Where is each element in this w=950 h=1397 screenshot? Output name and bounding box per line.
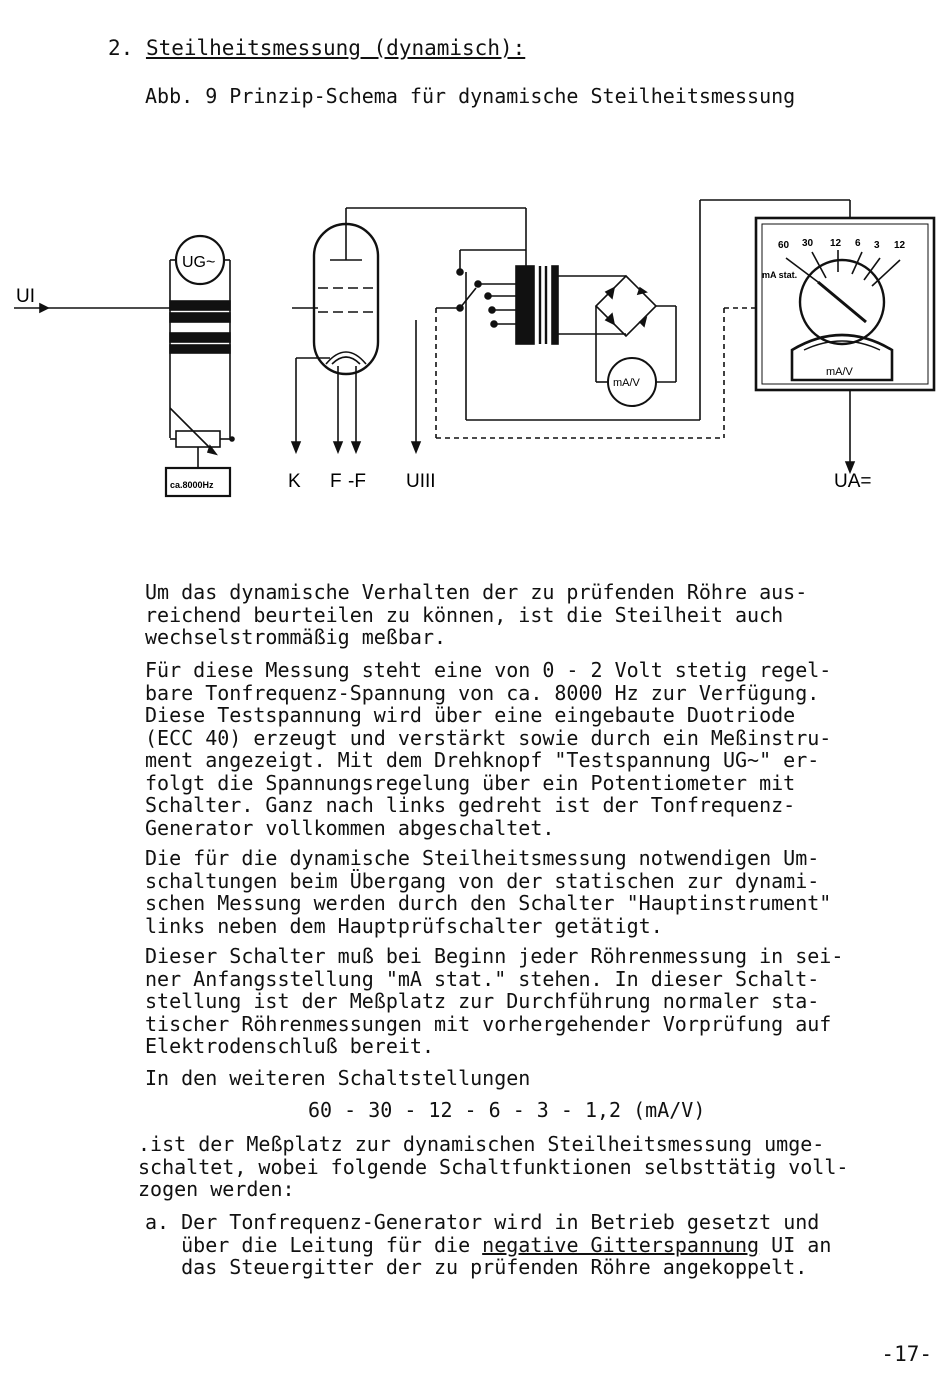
text-line: (ECC 40) erzeugt und verstärkt sowie durch ein Meßinstru- bbox=[145, 725, 832, 750]
section-heading bbox=[108, 36, 525, 60]
switch-transformer bbox=[436, 200, 850, 438]
text-line: ner Anfangsstellung "mA stat." stehen. In dieser Schalt- bbox=[145, 966, 820, 991]
text-line: Der Tonfrequenz-Generator wird in Betrieb gesetzt und bbox=[181, 1210, 820, 1234]
text-line: Um das dynamische Verhalten der zu prüfenden Röhre aus- bbox=[145, 580, 808, 604]
text-line: ment angezeigt. Mit dem Drehknopf "Testspannung UG~" er- bbox=[145, 748, 820, 772]
scale-tick: 3 bbox=[874, 240, 880, 251]
range-line: 60 - 30 - 12 - 6 - 3 - 1,2 (mA/V) bbox=[308, 1098, 706, 1122]
paragraph-5 bbox=[145, 1067, 935, 1090]
text-line: UI an bbox=[759, 1232, 832, 1257]
text-line: wechselstrommäßig meßbar. bbox=[145, 625, 447, 649]
section-number: 2. bbox=[108, 36, 134, 60]
text-line: Elektrodenschluß bereit. bbox=[145, 1034, 434, 1058]
text-line: tischer Röhrenmessungen mit vorhergehender Vorprüfung auf bbox=[145, 1011, 832, 1036]
label-k: K bbox=[288, 471, 301, 492]
input-arrow bbox=[14, 304, 170, 312]
label-generator: ca.8000Hz bbox=[170, 480, 214, 490]
text-line: .ist der Meßplatz zur dynamischen Steilheitsmessung umge- bbox=[138, 1132, 825, 1156]
section-title: Steilheitsmessung (dynamisch): bbox=[145, 36, 526, 60]
text-line: Die für die dynamische Steilheitsmessung notwendigen Um- bbox=[145, 846, 820, 870]
scale-tick: 12 bbox=[830, 238, 842, 249]
circuit-diagram bbox=[0, 180, 950, 510]
text-line: schaltet, wobei folgende Schaltfunktionen selbsttätig voll- bbox=[138, 1154, 849, 1179]
label-u-iii: UIII bbox=[406, 471, 436, 492]
text-line: folgt die Spannungsregelung über ein Potentiometer mit bbox=[145, 770, 796, 795]
text-line: Schalter. Ganz nach links gedreht ist der Tonfrequenz- bbox=[145, 793, 796, 817]
label-u-a: UA= bbox=[834, 471, 872, 492]
scale-tick: 12 bbox=[894, 240, 906, 251]
label-u-i: UI bbox=[16, 286, 35, 307]
label-minus-f: -F bbox=[348, 471, 366, 492]
label-ma-stat: mA stat. bbox=[762, 270, 798, 280]
paragraph-2 bbox=[145, 659, 935, 839]
list-marker: a. bbox=[145, 1210, 170, 1234]
text-line: links neben dem Hauptprüfschalter getätigt. bbox=[145, 913, 663, 938]
label-meter-unit: mA/V bbox=[826, 366, 853, 378]
scale-tick: 30 bbox=[802, 238, 814, 249]
text-line: schen Messung werden durch den Schalter "Hauptinstrument" bbox=[145, 891, 832, 915]
tube bbox=[292, 208, 526, 452]
paragraph-3 bbox=[145, 847, 935, 937]
paragraph-6 bbox=[138, 1133, 928, 1201]
list-item-a bbox=[145, 1211, 935, 1279]
text-line: stellung ist der Meßplatz zur Durchführung normaler sta- bbox=[145, 989, 820, 1013]
scale-tick: 6 bbox=[855, 238, 861, 249]
text-line: über die Leitung für die bbox=[181, 1232, 483, 1257]
text-line: das Steuergitter der zu prüfenden Röhre angekoppelt. bbox=[181, 1255, 808, 1279]
paragraph-1 bbox=[145, 581, 935, 649]
text-line: Generator vollkommen abgeschaltet. bbox=[145, 815, 555, 840]
text-line: Dieser Schalter muß bei Beginn jeder Röhrenmessung in sei- bbox=[145, 944, 844, 968]
text-line: In den weiteren Schaltstellungen bbox=[145, 1066, 531, 1090]
scale-tick: 60 bbox=[778, 240, 790, 251]
page-number: -17- bbox=[881, 1342, 932, 1366]
generator-column bbox=[166, 236, 234, 496]
label-f: F bbox=[330, 471, 342, 492]
text-line: zogen werden: bbox=[138, 1177, 295, 1201]
text-line: bare Tonfrequenz-Spannung von ca. 8000 Hz zur Verfügung. bbox=[145, 680, 820, 705]
main-meter bbox=[756, 218, 934, 472]
text-line: Für diese Messung steht eine von 0 - 2 Volt stetig regel- bbox=[145, 658, 832, 682]
underlined-term: negative Gitterspannung bbox=[482, 1232, 760, 1257]
text-line: Diese Testspannung wird über eine eingebaute Duotriode bbox=[145, 703, 796, 727]
label-ug: UG~ bbox=[182, 254, 216, 271]
paragraph-4 bbox=[145, 945, 935, 1058]
label-small-meter: mA/V bbox=[613, 377, 640, 389]
text-line: reichend beurteilen zu können, ist die Steilheit auch bbox=[145, 602, 784, 627]
text-line: schaltungen beim Übergang von der statischen zur dynami- bbox=[145, 868, 820, 893]
figure-caption: Abb. 9 Prinzip-Schema für dynamische Steilheitsmessung bbox=[145, 84, 796, 108]
